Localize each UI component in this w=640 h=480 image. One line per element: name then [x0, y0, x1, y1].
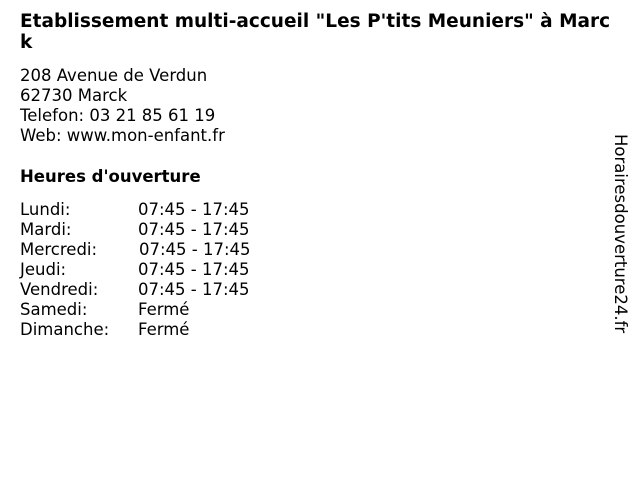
hours-heading: Heures d'ouverture — [20, 167, 201, 186]
day-hours: 07:45 - 17:45 — [138, 220, 250, 239]
day-label: Vendredi: — [20, 280, 99, 299]
day-label: Mercredi: — [20, 240, 98, 259]
day-hours: 07:45 - 17:45 — [138, 260, 250, 279]
hours-row-vendredi — [20, 280, 620, 300]
day-hours: Fermé — [138, 300, 190, 319]
hours-row-mardi — [20, 220, 620, 240]
day-label: Dimanche: — [20, 320, 110, 339]
city-postal: 62730 Marck — [20, 86, 128, 105]
hours-row-dimanche — [20, 320, 620, 340]
address-block — [20, 66, 620, 146]
street-address: 208 Avenue de Verdun — [20, 66, 208, 85]
phone-number: Telefon: 03 21 85 61 19 — [20, 106, 216, 125]
site-watermark: Horairesdouverture24.fr — [611, 134, 630, 334]
website: Web: www.mon-enfant.fr — [20, 126, 225, 145]
business-listing — [20, 11, 620, 340]
day-hours: 07:45 - 17:45 — [139, 240, 251, 259]
opening-hours-table — [20, 200, 620, 340]
page-title: Etablissement multi-accueil "Les P'tits Meuniers" à Marck — [20, 11, 611, 53]
day-label: Lundi: — [20, 200, 71, 219]
hours-row-samedi — [20, 300, 620, 320]
hours-row-lundi — [20, 200, 620, 220]
day-hours: 07:45 - 17:45 — [138, 200, 250, 219]
day-label: Samedi: — [20, 300, 88, 319]
day-hours: 07:45 - 17:45 — [138, 280, 250, 299]
hours-row-jeudi — [20, 260, 620, 280]
day-hours: Fermé — [138, 320, 190, 339]
day-label: Mardi: — [20, 220, 72, 239]
hours-row-mercredi — [20, 240, 620, 260]
day-label: Jeudi: — [20, 260, 67, 279]
